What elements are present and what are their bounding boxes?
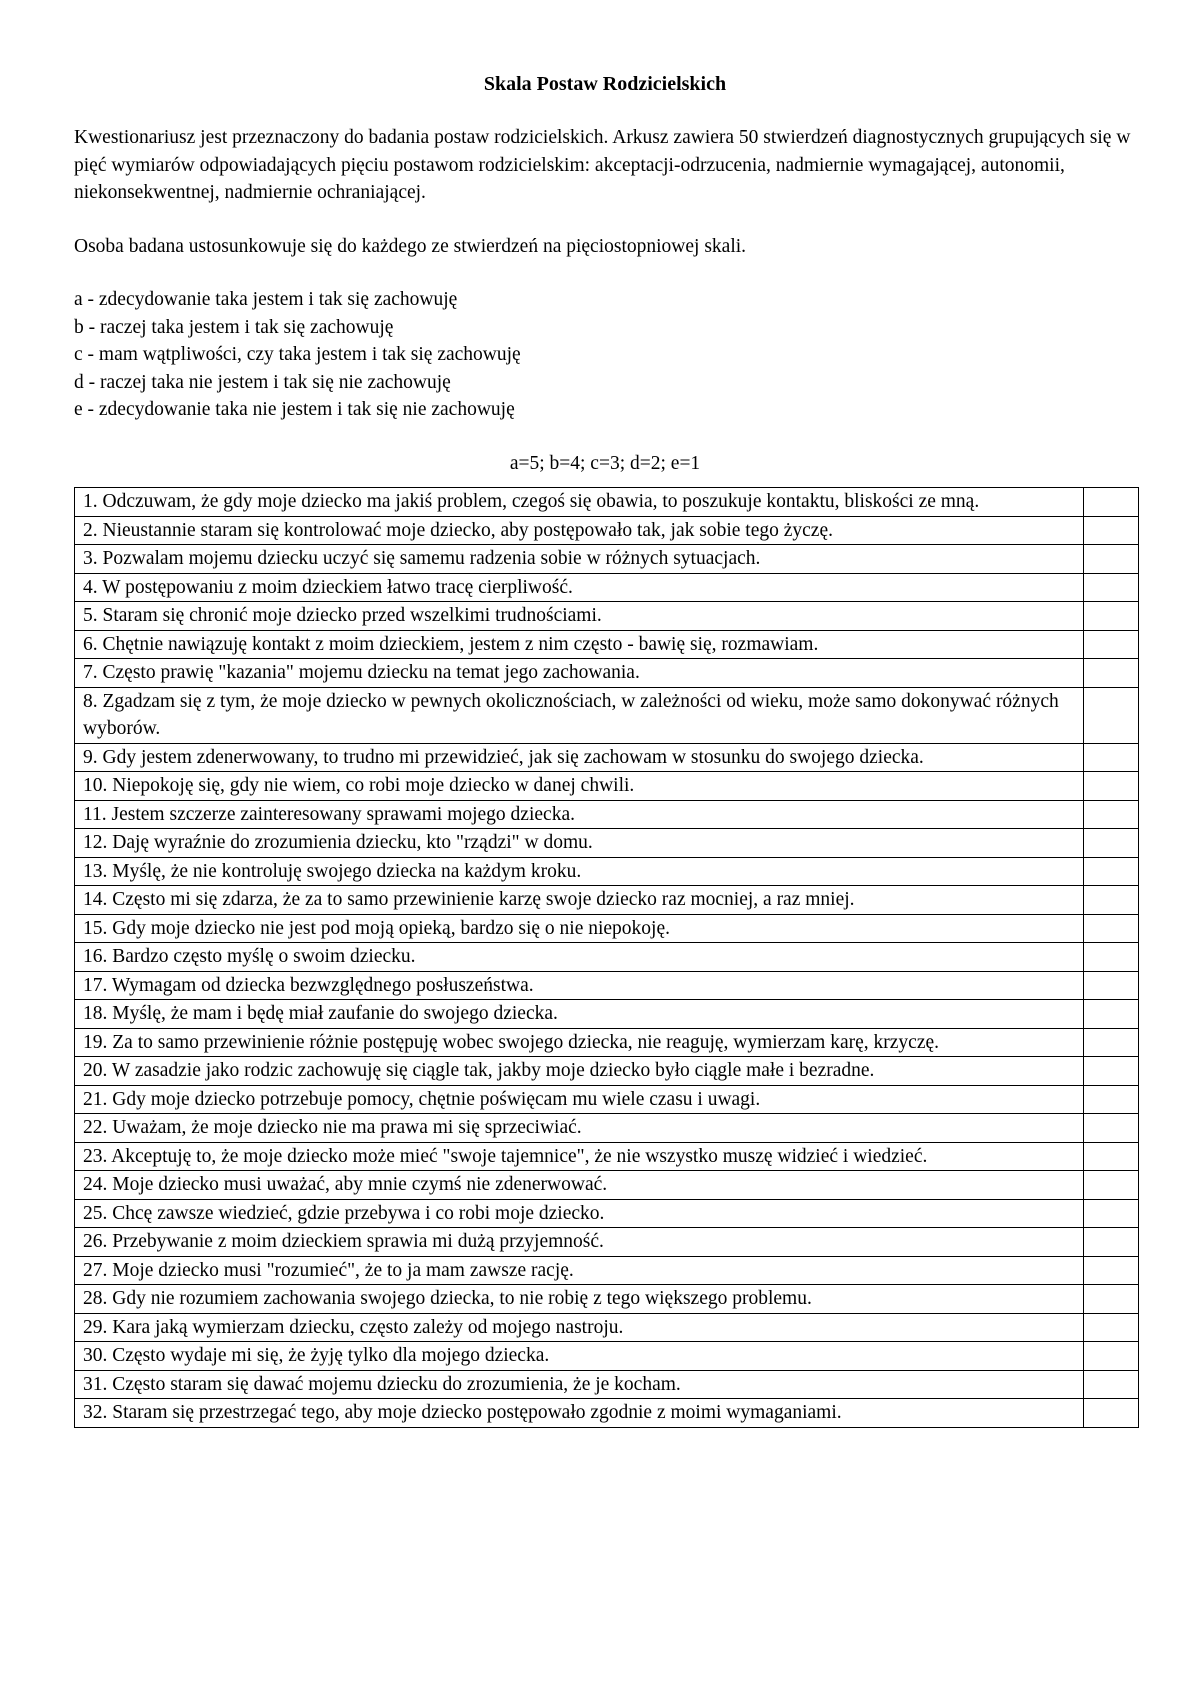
statement-cell: 11. Jestem szczerze zainteresowany sprawami mojego dziecka. <box>75 800 1084 829</box>
scale-option-b: b - raczej taka jestem i tak się zachowuję <box>74 316 394 338</box>
table-row <box>75 943 1139 972</box>
statement-cell: 10. Niepokoję się, gdy nie wiem, co robi moje dziecko w danej chwili. <box>75 772 1084 801</box>
answer-cell[interactable] <box>1084 659 1139 688</box>
answer-cell[interactable] <box>1084 829 1139 858</box>
statement-cell: 3. Pozwalam mojemu dziecku uczyć się samemu radzenia sobie w różnych sytuacjach. <box>75 545 1084 574</box>
table-row <box>75 772 1139 801</box>
answer-cell[interactable] <box>1084 800 1139 829</box>
table-row <box>75 516 1139 545</box>
statement-cell: 26. Przebywanie z moim dzieckiem sprawia mi dużą przyjemność. <box>75 1228 1084 1257</box>
statement-cell: 31. Często staram się dawać mojemu dziecku do zrozumienia, że je kocham. <box>75 1370 1084 1399</box>
answer-scale-list <box>74 286 1136 424</box>
answer-cell[interactable] <box>1084 1342 1139 1371</box>
statement-cell: 9. Gdy jestem zdenerwowany, to trudno mi przewidzieć, jak się zachowam w stosunku do swojego dziecka. <box>75 743 1084 772</box>
answer-cell[interactable] <box>1084 1085 1139 1114</box>
table-row <box>75 545 1139 574</box>
answer-cell[interactable] <box>1084 1256 1139 1285</box>
answer-cell[interactable] <box>1084 1285 1139 1314</box>
table-row <box>75 886 1139 915</box>
answer-cell[interactable] <box>1084 1057 1139 1086</box>
answer-cell[interactable] <box>1084 857 1139 886</box>
table-row <box>75 829 1139 858</box>
statement-cell: 1. Odczuwam, że gdy moje dziecko ma jakiś problem, czegoś się obawia, to poszukuje kontaktu, bliskości ze mną. <box>75 488 1084 517</box>
table-row <box>75 914 1139 943</box>
statement-cell: 4. W postępowaniu z moim dzieckiem łatwo tracę cierpliwość. <box>75 573 1084 602</box>
scoring-key: a=5; b=4; c=3; d=2; e=1 <box>509 452 701 474</box>
intro-paragraph: Kwestionariusz jest przeznaczony do badania postaw rodzicielskich. Arkusz zawiera 50 stwierdzeń diagnostycznych grupujących się w pięć wymiarów odpowiadających pięciu postawom rodzicielskim: akceptacji-odrzucenia, nadmiernie wymagającej, autonomii, niekonsekwentnej, nadmiernie ochraniającej. <box>74 127 1131 203</box>
table-row <box>75 488 1139 517</box>
scale-option-a: a - zdecydowanie taka jestem i tak się zachowuję <box>74 289 458 310</box>
table-row <box>75 1399 1139 1428</box>
table-row <box>75 1085 1139 1114</box>
document-title: Skala Postaw Rodzicielskich <box>483 73 727 95</box>
answer-cell[interactable] <box>1084 573 1139 602</box>
table-row <box>75 1000 1139 1029</box>
table-row <box>75 1142 1139 1171</box>
statement-cell: 15. Gdy moje dziecko nie jest pod moją opieką, bardzo się o nie niepokoję. <box>75 914 1084 943</box>
statement-cell: 2. Nieustannie staram się kontrolować moje dziecko, aby postępowało tak, jak sobie tego życzę. <box>75 516 1084 545</box>
statement-cell: 27. Moje dziecko musi "rozumieć", że to ja mam zawsze rację. <box>75 1256 1084 1285</box>
statement-cell: 8. Zgadzam się z tym, że moje dziecko w pewnych okolicznościach, w zależności od wieku, może samo dokonywać różnych wyborów. <box>75 687 1084 743</box>
statement-cell: 22. Uważam, że moje dziecko nie ma prawa mi się sprzeciwiać. <box>75 1114 1084 1143</box>
statement-cell: 7. Często prawię "kazania" mojemu dziecku na temat jego zachowania. <box>75 659 1084 688</box>
statement-cell: 17. Wymagam od dziecka bezwzględnego posłuszeństwa. <box>75 971 1084 1000</box>
table-row <box>75 800 1139 829</box>
table-row <box>75 1171 1139 1200</box>
answer-cell[interactable] <box>1084 488 1139 517</box>
table-row <box>75 630 1139 659</box>
statement-cell: 29. Kara jaką wymierzam dziecku, często zależy od mojego nastroju. <box>75 1313 1084 1342</box>
answer-cell[interactable] <box>1084 1142 1139 1171</box>
answer-cell[interactable] <box>1084 1228 1139 1257</box>
statement-cell: 5. Staram się chronić moje dziecko przed wszelkimi trudnościami. <box>75 602 1084 631</box>
table-row <box>75 1028 1139 1057</box>
table-row <box>75 1370 1139 1399</box>
table-row <box>75 659 1139 688</box>
instruction-paragraph: Osoba badana ustosunkowuje się do każdego ze stwierdzeń na pięciostopniowej skali. <box>74 235 747 257</box>
answer-cell[interactable] <box>1084 1313 1139 1342</box>
statement-cell: 24. Moje dziecko musi uważać, aby mnie czymś nie zdenerwować. <box>75 1171 1084 1200</box>
statement-cell: 20. W zasadzie jako rodzic zachowuję się ciągle tak, jakby moje dziecko było ciągle małe i bezradne. <box>75 1057 1084 1086</box>
answer-cell[interactable] <box>1084 630 1139 659</box>
answer-cell[interactable] <box>1084 943 1139 972</box>
statement-cell: 14. Często mi się zdarza, że za to samo przewinienie karzę swoje dziecko raz mocniej, a raz mniej. <box>75 886 1084 915</box>
table-row <box>75 857 1139 886</box>
table-row <box>75 1057 1139 1086</box>
answer-cell[interactable] <box>1084 971 1139 1000</box>
statement-cell: 23. Akceptuję to, że moje dziecko może mieć "swoje tajemnice", że nie wszystko muszę widzieć i wiedzieć. <box>75 1142 1084 1171</box>
document-page <box>74 70 1136 1428</box>
table-row <box>75 1199 1139 1228</box>
table-row <box>75 971 1139 1000</box>
answer-cell[interactable] <box>1084 772 1139 801</box>
answer-cell[interactable] <box>1084 516 1139 545</box>
table-row <box>75 602 1139 631</box>
answer-cell[interactable] <box>1084 1199 1139 1228</box>
statement-cell: 21. Gdy moje dziecko potrzebuje pomocy, chętnie poświęcam mu wiele czasu i uwagi. <box>75 1085 1084 1114</box>
answer-cell[interactable] <box>1084 545 1139 574</box>
table-row <box>75 1228 1139 1257</box>
statement-cell: 6. Chętnie nawiązuję kontakt z moim dzieckiem, jestem z nim często - bawię się, rozmawiam. <box>75 630 1084 659</box>
scale-option-e: e - zdecydowanie taka nie jestem i tak się nie zachowuję <box>74 399 515 420</box>
table-row <box>75 687 1139 743</box>
table-row <box>75 743 1139 772</box>
table-row <box>75 573 1139 602</box>
statement-cell: 28. Gdy nie rozumiem zachowania swojego dziecka, to nie robię z tego większego problemu. <box>75 1285 1084 1314</box>
questionnaire-table <box>74 487 1139 1428</box>
answer-cell[interactable] <box>1084 602 1139 631</box>
statement-cell: 12. Daję wyraźnie do zrozumienia dziecku, kto "rządzi" w domu. <box>75 829 1084 858</box>
table-row <box>75 1342 1139 1371</box>
answer-cell[interactable] <box>1084 1370 1139 1399</box>
answer-cell[interactable] <box>1084 886 1139 915</box>
statement-cell: 32. Staram się przestrzegać tego, aby moje dziecko postępowało zgodnie z moimi wymaganiami. <box>75 1399 1084 1428</box>
answer-cell[interactable] <box>1084 687 1139 743</box>
statement-cell: 25. Chcę zawsze wiedzieć, gdzie przebywa i co robi moje dziecko. <box>75 1199 1084 1228</box>
scale-option-c: c - mam wątpliwości, czy taka jestem i tak się zachowuję <box>74 344 521 365</box>
answer-cell[interactable] <box>1084 743 1139 772</box>
answer-cell[interactable] <box>1084 1399 1139 1428</box>
answer-cell[interactable] <box>1084 1000 1139 1029</box>
answer-cell[interactable] <box>1084 1028 1139 1057</box>
statement-cell: 19. Za to samo przewinienie różnie postępuję wobec swojego dziecka, nie reaguję, wymierzam karę, krzyczę. <box>75 1028 1084 1057</box>
table-row <box>75 1114 1139 1143</box>
table-row <box>75 1256 1139 1285</box>
answer-cell[interactable] <box>1084 914 1139 943</box>
statement-cell: 16. Bardzo często myślę o swoim dziecku. <box>75 943 1084 972</box>
statement-cell: 18. Myślę, że mam i będę miał zaufanie do swojego dziecka. <box>75 1000 1084 1029</box>
table-row <box>75 1313 1139 1342</box>
statement-cell: 30. Często wydaje mi się, że żyję tylko dla mojego dziecka. <box>75 1342 1084 1371</box>
answer-cell[interactable] <box>1084 1114 1139 1143</box>
table-row <box>75 1285 1139 1314</box>
statement-cell: 13. Myślę, że nie kontroluję swojego dziecka na każdym kroku. <box>75 857 1084 886</box>
answer-cell[interactable] <box>1084 1171 1139 1200</box>
scale-option-d: d - raczej taka nie jestem i tak się nie zachowuję <box>74 371 451 393</box>
